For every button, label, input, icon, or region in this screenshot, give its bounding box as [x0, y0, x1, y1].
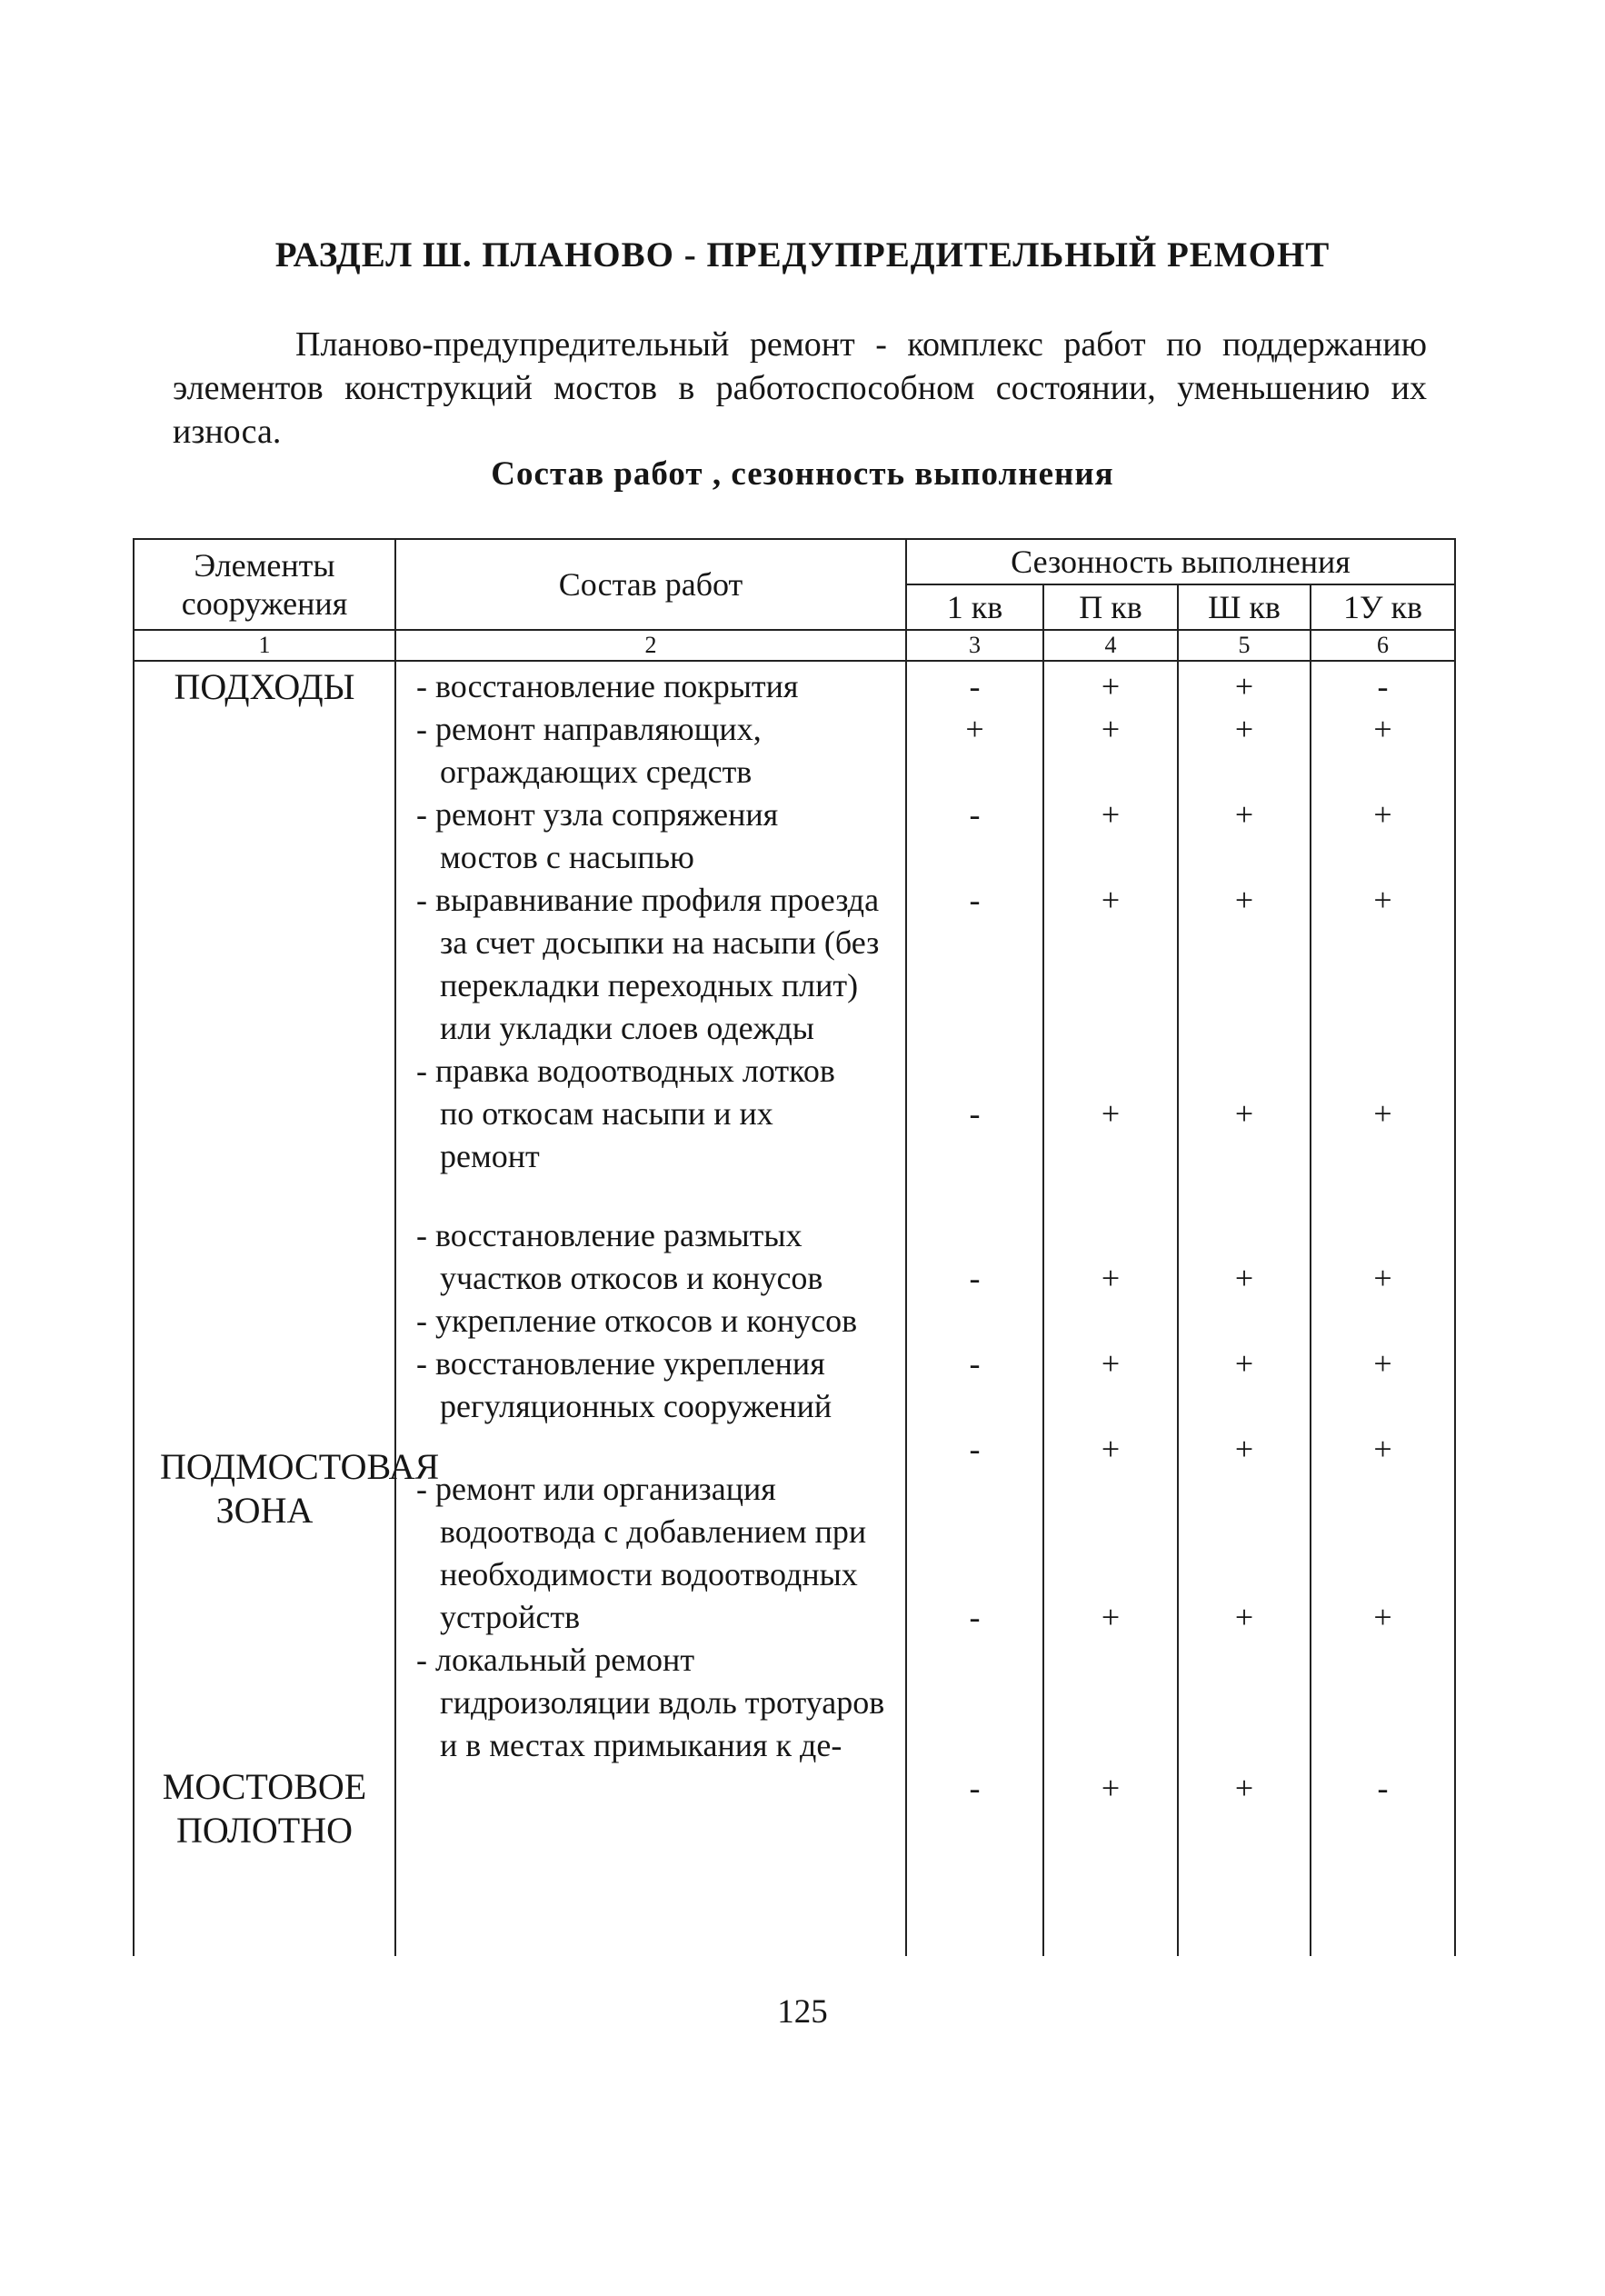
work-item: - ремонт или организация водоотвода с добавлением при необходимости водоотводных устройств	[416, 1471, 867, 1635]
quarter-2-column	[1043, 661, 1178, 1956]
header-quarter-4: 1У кв	[1311, 584, 1455, 630]
mark: +	[1373, 711, 1392, 747]
element-name: ПОДХОДЫ	[174, 666, 355, 707]
mark: +	[1373, 1095, 1392, 1132]
header-quarter-1: 1 кв	[906, 584, 1043, 630]
column-number: 5	[1178, 630, 1311, 661]
work-item: - ремонт направляющих, ограждающих средств	[416, 711, 762, 790]
mark: -	[969, 1095, 981, 1132]
section-title: РАЗДЕЛ Ш. ПЛАНОВО - ПРЕДУПРЕДИТЕЛЬНЫЙ РЕМОНТ	[274, 235, 1331, 275]
work-item: - укрепление откосов и конусов	[416, 1303, 858, 1339]
mark: -	[969, 1260, 981, 1296]
mark: -	[1377, 1770, 1389, 1806]
table-body-row	[134, 661, 1455, 1956]
header-quarter-3: Ш кв	[1178, 584, 1311, 630]
mark: +	[1373, 882, 1392, 918]
column-number: 1	[134, 630, 395, 661]
work-item: - восстановление укрепления регуляционных сооружений	[416, 1345, 832, 1424]
mark: +	[1234, 1431, 1254, 1467]
works-table	[133, 538, 1456, 1956]
mark: +	[1234, 1599, 1254, 1635]
mark: +	[1101, 796, 1121, 833]
mark: +	[1234, 668, 1254, 704]
elements-column	[134, 661, 440, 1956]
header-quarter-2: П кв	[1043, 584, 1178, 630]
mark: +	[1234, 1095, 1254, 1132]
mark: -	[969, 1770, 981, 1806]
element-name: ПОДМОСТОВАЯ ЗОНА	[160, 1446, 440, 1531]
works-column	[395, 661, 906, 1956]
page-number: 125	[777, 1993, 828, 2031]
mark: -	[969, 796, 981, 833]
mark: -	[969, 1599, 981, 1635]
element-name: МОСТОВОЕ ПОЛОТНО	[162, 1766, 367, 1851]
mark: +	[1101, 882, 1121, 918]
mark: +	[965, 711, 984, 747]
mark: +	[1373, 796, 1392, 833]
mark: +	[1101, 1345, 1121, 1382]
column-number: 6	[1311, 630, 1455, 661]
mark: +	[1234, 796, 1254, 833]
mark: -	[1377, 668, 1389, 704]
quarter-1-column	[906, 661, 1043, 1956]
mark: -	[969, 882, 981, 918]
column-number: 3	[906, 630, 1043, 661]
mark: +	[1373, 1599, 1392, 1635]
mark: +	[1101, 1599, 1121, 1635]
mark: -	[969, 1431, 981, 1467]
quarter-4-column	[1311, 661, 1455, 1956]
work-item: - локальный ремонт гидроизоляции вдоль тротуаров и в местах примыкания к де-	[416, 1642, 885, 1763]
work-item: - выравнивание профиля проезда за счет досыпки на насыпи (без перекладки переходных плит) или укладки слоев одежды	[416, 882, 880, 1046]
mark: +	[1234, 711, 1254, 747]
mark: +	[1234, 1345, 1254, 1382]
mark: +	[1101, 711, 1121, 747]
mark: -	[969, 668, 981, 704]
mark: +	[1373, 1260, 1392, 1296]
table-caption: Состав работ , сезонность выполнения	[491, 455, 1114, 493]
mark: +	[1373, 1431, 1392, 1467]
mark: +	[1234, 1260, 1254, 1296]
mark: +	[1101, 1260, 1121, 1296]
mark: +	[1101, 1431, 1121, 1467]
mark: +	[1101, 1095, 1121, 1132]
work-item: - ремонт узла сопряжения мостов с насыпью	[416, 796, 779, 875]
column-number: 2	[395, 630, 906, 661]
header-season: Сезонность выполнения	[906, 539, 1455, 584]
header-elements: Элементы сооружения	[134, 539, 395, 630]
mark: +	[1373, 1345, 1392, 1382]
work-item: - восстановление размытых участков откосов и конусов	[416, 1217, 823, 1296]
work-item: - правка водоотводных лотков по откосам насыпи и их ремонт	[416, 1053, 835, 1174]
mark: -	[969, 1345, 981, 1382]
mark: +	[1234, 882, 1254, 918]
column-number: 4	[1043, 630, 1178, 661]
mark: +	[1234, 1770, 1254, 1806]
mark: +	[1101, 1770, 1121, 1806]
header-works: Состав работ	[395, 539, 906, 630]
work-item: - восстановление покрытия	[416, 668, 799, 704]
mark: +	[1101, 668, 1121, 704]
intro-paragraph: Планово-предупредительный ремонт - комплекс работ по поддержанию элементов конструкций мостов в работоспособном состоянии, уменьшению их износа.	[173, 325, 1427, 451]
quarter-3-column	[1178, 661, 1311, 1956]
